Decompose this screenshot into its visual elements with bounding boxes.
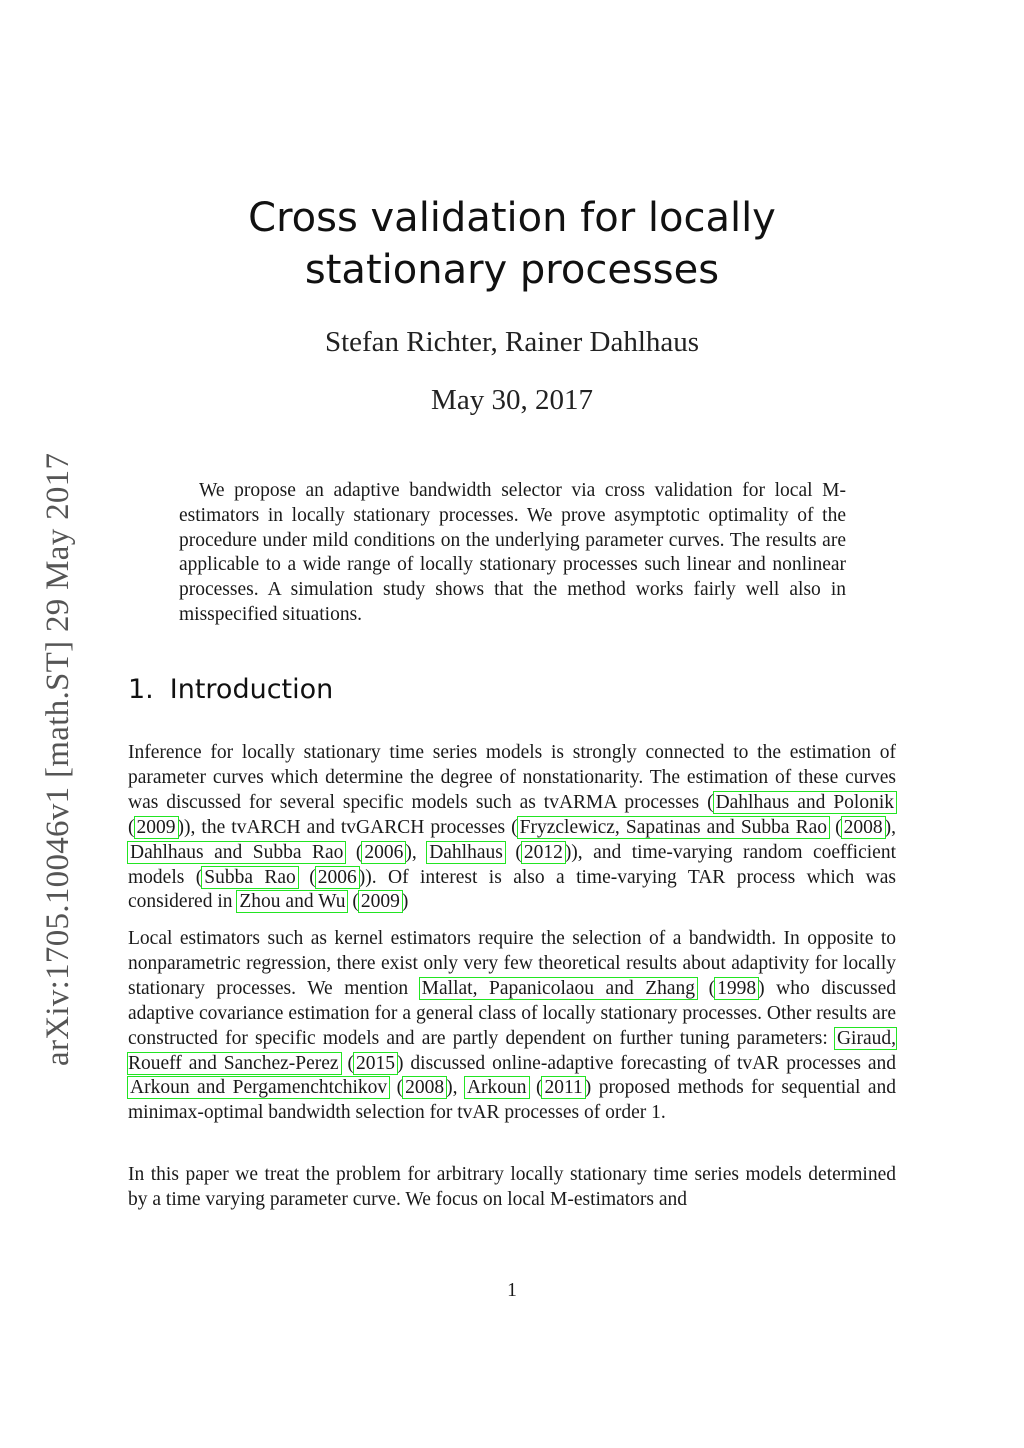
citation-year-link[interactable]: 2008 (843, 816, 883, 838)
text-run: ( (128, 816, 135, 838)
text-run: )), and time-varying random coefficient models ( (128, 841, 896, 888)
citation-link[interactable]: Arkoun and Pergamenchtchikov (130, 1077, 388, 1099)
text-run: Local estimators such as kernel estimators require the selection of a bandwidth. In opposite to nonparametric regression, there exist only very few theoretical results about adaptivity for locally stationary processes. We mention (128, 928, 896, 999)
citation-link[interactable]: Zhou and Wu (239, 891, 346, 913)
citation-year-link[interactable]: 2009 (136, 816, 176, 838)
text-run: )), the tvARCH and tvGARCH processes ( (177, 816, 518, 838)
section-heading-introduction (128, 674, 333, 705)
intro-paragraph-2 (128, 927, 896, 1126)
paper-title (0, 192, 1024, 296)
text-run: ( (389, 1077, 404, 1099)
text-run: ( (347, 891, 359, 913)
text-run: ( (697, 977, 716, 999)
citation-link[interactable]: Dahlhaus and Subba Rao (130, 841, 344, 863)
citation-link[interactable]: Dahlhaus (429, 841, 503, 863)
section-number: 1. (128, 674, 154, 705)
paper-title-line-2: stationary processes (304, 247, 720, 293)
text-run: ) (401, 891, 409, 913)
citation-link[interactable]: Fryzclewicz, Sapatinas and Subba Rao (519, 816, 828, 838)
intro-paragraph-3: In this paper we treat the problem for arbitrary locally stationary time series models determined by a time varying parameter curve. We focus on local M-estimators and (128, 1164, 896, 1210)
text-run: ), (405, 841, 428, 863)
section-title: Introduction (169, 674, 334, 705)
citation-link[interactable]: Arkoun (466, 1077, 527, 1099)
text-run: ( (345, 841, 363, 863)
paper-title-line-1: Cross validation for locally (248, 195, 776, 241)
text-run: ( (829, 816, 842, 838)
text-run: ( (504, 841, 522, 863)
citation-year-link[interactable]: 2011 (544, 1077, 583, 1099)
text-run: ) proposed methods for sequential and minimax-optimal bandwidth selection for tvAR processes of order 1. (128, 1077, 897, 1124)
citation-year-link[interactable]: 2008 (405, 1077, 445, 1099)
citation-link[interactable]: Subba Rao (204, 866, 296, 888)
text-run: )). Of interest is also a time-varying TAR process which was considered in (128, 866, 896, 913)
citation-year-link[interactable]: 1998 (717, 977, 757, 999)
text-run: ( (528, 1077, 543, 1099)
intro-paragraph-1 (128, 741, 896, 915)
citation-year-link[interactable]: 2006 (364, 841, 404, 863)
citation-year-link[interactable]: 2009 (360, 891, 400, 913)
text-run: ) who discussed adaptive covariance estimation for a general class of locally stationary processes. Other results are constructed for specific models and are partly dependent on further tuning parameters: (128, 977, 896, 1049)
paper-date: May 30, 2017 (431, 384, 593, 416)
arxiv-identifier-stamp: arXiv:1705.10046v1 [math.ST] 29 May 2017 (40, 452, 76, 1066)
citation-link[interactable]: Mallat, Papanicolaou and Zhang (421, 977, 696, 999)
text-run: ) discussed online-adaptive forecasting of tvAR processes and (397, 1052, 897, 1074)
citation-year-link[interactable]: 2006 (317, 866, 357, 888)
citation-year-link[interactable]: 2015 (356, 1052, 395, 1074)
text-run: ( (297, 866, 316, 888)
abstract: We propose an adaptive bandwidth selector via cross validation for local M-estimators in locally stationary processes. We prove asymptotic optimality of the procedure under mild conditions on the underlying parameter curves. The results are applicable to a wide range of locally stationary processes such linear and nonlinear processes. A simulation study shows that the method works fairly well also in misspecified situations. (179, 480, 846, 625)
text-run: ), (446, 1077, 465, 1099)
citation-year-link[interactable]: 2012 (523, 841, 563, 863)
text-run: Inference for locally stationary time series models is strongly connected to the estimation of parameter curves which determine the degree of nonstationarity. The estimation of these curves was discussed for several specific models such as tvARMA processes ( (128, 742, 896, 813)
paper-authors: Stefan Richter, Rainer Dahlhaus (324, 326, 700, 358)
citation-link[interactable]: Dahlhaus and Polonik (715, 791, 894, 813)
text-run: ( (340, 1052, 354, 1074)
text-run: ), (884, 816, 896, 838)
page-number: 1 (507, 1280, 517, 1301)
citation-link[interactable]: Giraud, Roueff and Sanchez-Perez (128, 1027, 896, 1074)
